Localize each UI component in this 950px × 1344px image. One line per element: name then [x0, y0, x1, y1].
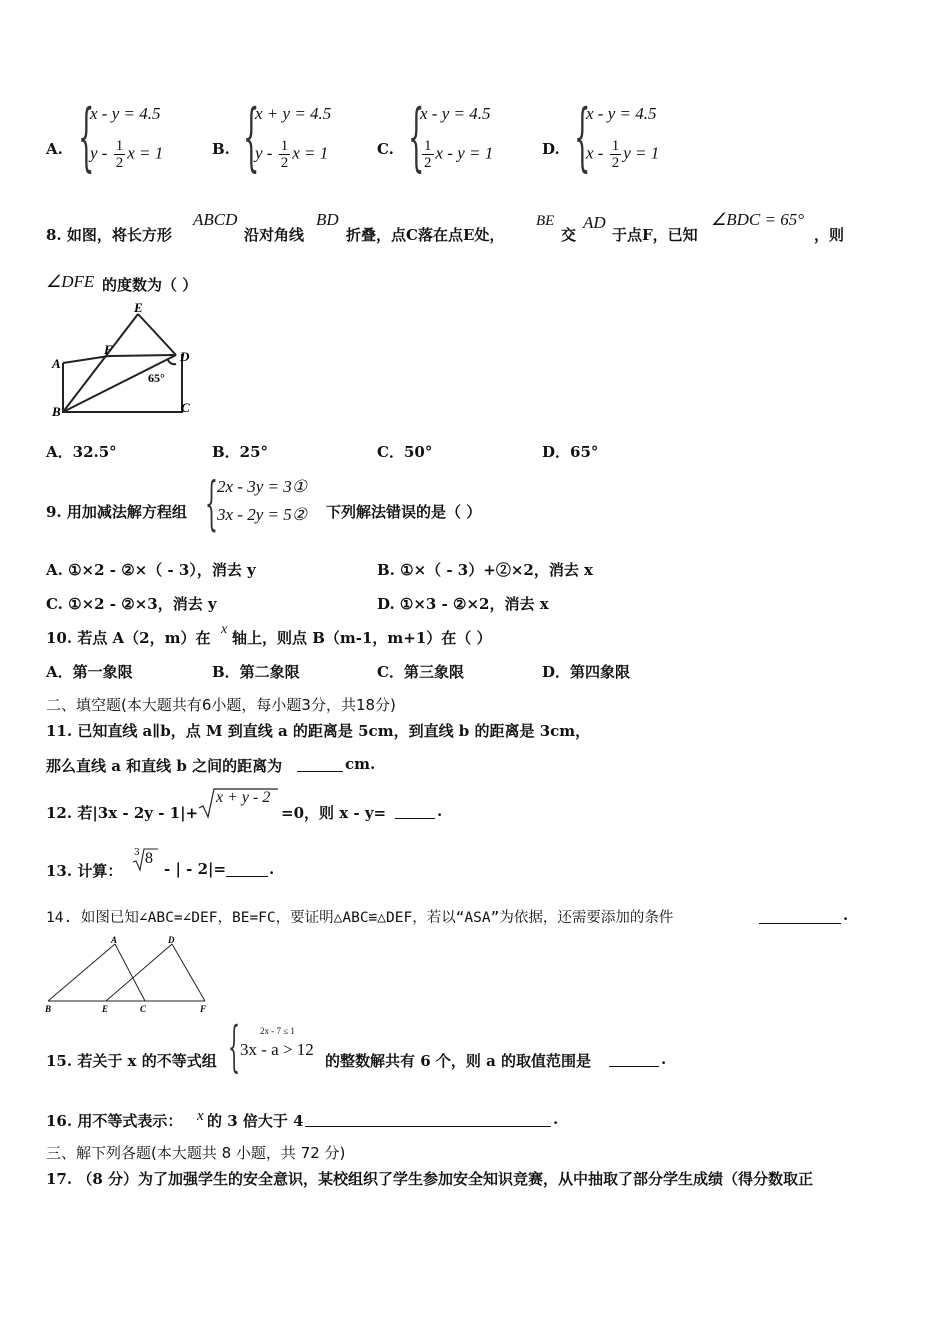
segment-ed — [106, 944, 172, 1001]
segment-ab — [48, 944, 115, 1001]
svg-text:B: B — [52, 404, 61, 419]
q8-figure — [44, 300, 204, 422]
svg-text:65°: 65° — [148, 371, 165, 385]
q11-answer-blank[interactable] — [297, 756, 343, 772]
svg-text:E: E — [134, 300, 143, 315]
segment-ed — [138, 314, 176, 355]
brace-icon: { — [574, 94, 591, 180]
segment-df — [172, 944, 205, 1001]
svg-text:E: E — [102, 1004, 109, 1014]
section-2-heading: 二、填空题(本大题共有6小题，每小题3分，共18分) — [46, 696, 396, 714]
q7-option-d-label: D. — [542, 140, 560, 158]
brace-icon: { — [243, 94, 260, 180]
svg-text:D: D — [168, 935, 175, 945]
brace-icon: { — [78, 94, 95, 180]
brace-icon: { — [228, 1015, 241, 1078]
svg-text:F: F — [200, 1004, 207, 1014]
segment-fd — [109, 355, 174, 356]
q14-answer-blank[interactable] — [759, 908, 841, 924]
q7-option-b-label: B. — [212, 140, 230, 158]
svg-text:C: C — [181, 400, 190, 415]
q14-figure — [40, 934, 215, 1016]
q17-text: 17. （8 分）为了加强学生的安全意识，某校组织了学生参加安全知识竞赛，从中抽取了部分学生成绩（得分数取正 — [46, 1170, 813, 1188]
q7-option-a-label: A. — [46, 140, 63, 158]
segment-be — [63, 314, 138, 412]
angle-arc — [168, 360, 176, 364]
q16-answer-blank[interactable] — [305, 1111, 551, 1127]
q12-answer-blank[interactable] — [395, 803, 435, 819]
svg-text:F: F — [104, 342, 113, 357]
brace-icon: { — [408, 94, 425, 180]
svg-text:A: A — [111, 935, 118, 945]
svg-text:D: D — [180, 349, 190, 364]
q7-option-b-system: { x + y = 4.5 y - $\frac{1}{2}$ x = 1 — [243, 94, 332, 180]
q15-system: { 2x - 7 ≤ 1 3x - a > 12 — [228, 1015, 314, 1078]
q7-option-d-system: { x - y = 4.5 x - $\frac{1}{2}$ y = 1 — [574, 94, 660, 180]
svg-text:C: C — [140, 1004, 147, 1014]
q9-system: { 2x - 3y = 3① 3x - 2y = 5② — [205, 469, 307, 537]
q7-option-a-system: { x - y = 4.5 y - $\frac{1}{2}$ x = 1 — [78, 94, 164, 180]
svg-text:A: A — [52, 356, 61, 371]
section-3-heading: 三、解下列各题(本大题共 8 小题，共 72 分) — [46, 1144, 346, 1162]
svg-text:B: B — [45, 1004, 52, 1014]
brace-icon: { — [205, 469, 218, 537]
q7-option-c-system: { x - y = 4.5 $\frac{1}{2}$ x - y = 1 — [408, 94, 494, 180]
q15-answer-blank[interactable] — [609, 1051, 659, 1067]
q7-option-c-label: C. — [377, 140, 394, 158]
q13-answer-blank[interactable] — [226, 861, 268, 877]
segment-ac — [115, 944, 145, 1001]
